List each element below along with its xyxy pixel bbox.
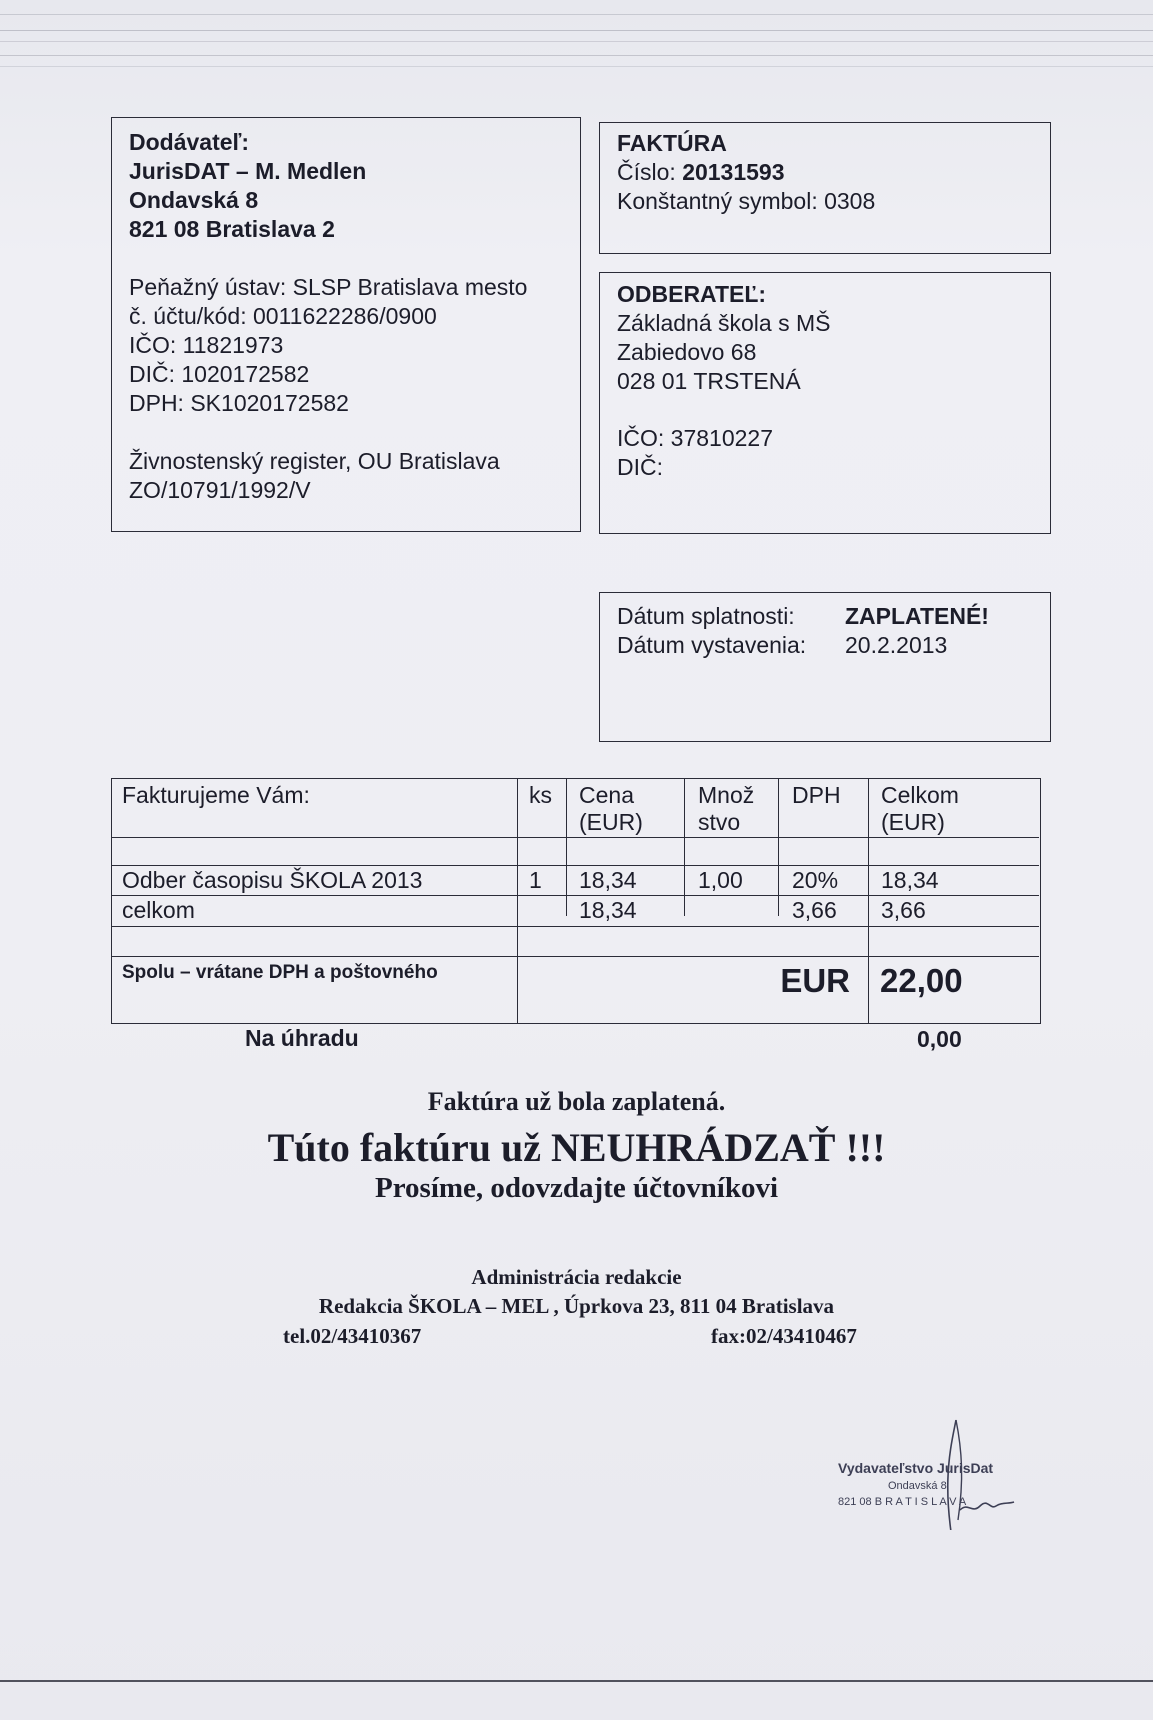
table-row-divider	[112, 865, 1039, 866]
supplier-street: Ondavská 8	[129, 187, 259, 213]
scan-artifact	[0, 41, 1153, 42]
header-qty: ks	[529, 782, 552, 808]
stamp-name: Vydavateľstvo JurisDat	[838, 1460, 994, 1476]
payment-value: 0,00	[917, 1026, 962, 1052]
row-qty: 1	[529, 867, 542, 893]
row-vat: 20%	[792, 867, 839, 893]
header-price: Cena	[579, 782, 634, 808]
supplier-heading: Dodávateľ:	[129, 129, 250, 155]
stamp-city: 821 08 B R A T I S L A V A	[838, 1496, 967, 1508]
sum-currency: EUR	[780, 962, 850, 999]
publisher-stamp	[838, 1460, 1038, 1580]
table-row-divider	[112, 837, 1039, 838]
signature-icon	[838, 1410, 1038, 1530]
table-column-divider	[868, 779, 869, 1024]
customer-heading: ODBERATEĽ:	[617, 281, 767, 307]
supplier-register: Živnostenský register, OU Bratislava	[129, 448, 500, 474]
row-item: Odber časopisu ŠKOLA 2013	[122, 867, 423, 893]
row-amount: 1,00	[698, 867, 743, 893]
issue-date-label: Dátum vystavenia:	[617, 632, 807, 658]
due-date-value: ZAPLATENÉ!	[845, 603, 989, 629]
supplier-bank: Peňažný ústav: SLSP Bratislava mesto	[129, 274, 528, 300]
supplier-ico: IČO: 11821973	[129, 332, 284, 358]
customer-ico: IČO: 37810227	[617, 425, 774, 451]
header-price-unit: (EUR)	[579, 809, 643, 835]
notice-paid: Faktúra už bola zaplatená.	[427, 1087, 726, 1116]
header-amount-line2: stvo	[698, 809, 741, 835]
header-item: Fakturujeme Vám:	[122, 782, 310, 808]
header-amount: Množ	[698, 782, 755, 808]
header-total-unit: (EUR)	[881, 809, 945, 835]
table-column-divider	[517, 779, 518, 1024]
scan-artifact	[0, 14, 1153, 15]
invoice-number: 20131593	[682, 159, 785, 185]
scan-artifact	[0, 55, 1153, 56]
scan-artifact	[0, 30, 1153, 31]
stamp-street: Ondavská 8	[888, 1480, 947, 1492]
row-total: 18,34	[881, 867, 939, 893]
customer-street: Zabiedovo 68	[617, 339, 757, 365]
customer-city: 028 01 TRSTENÁ	[617, 368, 801, 394]
supplier-box	[111, 117, 581, 532]
table-row-divider	[112, 895, 1039, 896]
due-date-label: Dátum splatnosti:	[617, 603, 795, 629]
table-row-divider	[112, 926, 1039, 927]
footer-tel: tel.02/43410367	[283, 1324, 422, 1348]
sum-label: Spolu – vrátane DPH a poštovného	[122, 962, 438, 983]
notice-forward: Prosíme, odovzdajte účtovníkovi	[374, 1172, 779, 1204]
sum-value: 22,00	[880, 962, 963, 999]
invoice-number-row	[617, 158, 785, 187]
row-total: 3,66	[881, 897, 926, 923]
supplier-register-number: ZO/10791/1992/V	[129, 477, 311, 503]
customer-dic: DIČ:	[617, 454, 663, 480]
header-vat: DPH	[792, 782, 841, 808]
customer-box	[599, 272, 1051, 534]
footer-fax: fax:02/43410467	[711, 1324, 857, 1348]
supplier-city: 821 08 Bratislava 2	[129, 216, 335, 242]
payment-label: Na úhradu	[245, 1025, 359, 1051]
invoice-box	[599, 122, 1051, 254]
supplier-name: JurisDAT – M. Medlen	[129, 158, 367, 184]
header-total: Celkom	[881, 782, 959, 808]
issue-date-value: 20.2.2013	[845, 632, 948, 658]
invoice-title: FAKTÚRA	[617, 130, 727, 156]
notice-do-not-pay: Túto faktúru už NEUHRÁDZAŤ !!!	[267, 1125, 886, 1170]
row-price: 18,34	[579, 897, 637, 923]
row-item: celkom	[122, 897, 195, 923]
row-price: 18,34	[579, 867, 637, 893]
supplier-account: č. účtu/kód: 0011622286/0900	[129, 303, 437, 329]
supplier-dic: DIČ: 1020172582	[129, 361, 310, 387]
invoice-constant-symbol: Konštantný symbol: 0308	[617, 188, 876, 214]
scan-artifact	[0, 66, 1153, 67]
footer-admin: Administrácia redakcie	[471, 1265, 682, 1289]
footer-address: Redakcia ŠKOLA – MEL , Úprkova 23, 811 04 Bratislava	[318, 1294, 835, 1318]
supplier-dph: DPH: SK1020172582	[129, 390, 349, 416]
row-vat: 3,66	[792, 897, 837, 923]
dates-box	[599, 592, 1051, 742]
invoice-table	[111, 778, 1041, 1024]
table-row-divider	[112, 956, 1039, 957]
invoice-number-label: Číslo:	[617, 159, 676, 185]
customer-name: Základná škola s MŠ	[617, 310, 831, 336]
scan-artifact	[0, 1680, 1153, 1682]
